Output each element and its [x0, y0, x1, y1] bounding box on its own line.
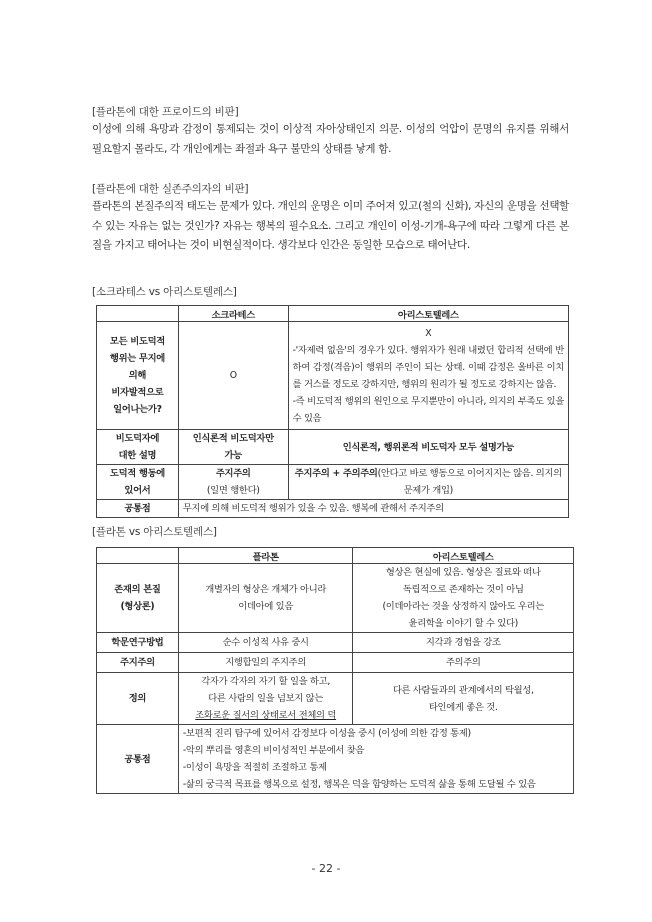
aristotle-cell: 지각과 경험을 강조 [353, 633, 574, 653]
common-ground [178, 725, 573, 794]
label-line: 도덕적 행동에 [109, 468, 165, 479]
row-label [97, 322, 179, 430]
cell-line: 타인에게 좋은 것. [428, 701, 498, 713]
label-line: 행위는 무지에 [109, 353, 165, 364]
table-row [97, 653, 574, 673]
page-number: - 22 - [311, 862, 341, 875]
socrates-answer [178, 430, 288, 465]
table-row [97, 430, 569, 465]
table-row [97, 322, 569, 430]
aristotle-bold-text: 주지주의 + 주의주의 [294, 468, 378, 479]
row-label [97, 465, 179, 500]
label-line: 모든 비도덕적 [109, 336, 165, 347]
aristotle-cell: 주의주의 [353, 653, 574, 673]
header-socrates: 소크라테스 [178, 306, 288, 322]
plato-cell [178, 564, 353, 633]
cell-line: (이데아라는 것을 상정하지 않아도 우리는 [382, 601, 544, 612]
table-row [97, 465, 569, 500]
row-label: 공통점 [97, 725, 179, 794]
cell-line: 조화로운 질서의 상태로서 전체의 덕 [195, 710, 337, 721]
table-header-row [97, 306, 569, 322]
row-label: 정의 [97, 673, 179, 725]
row-label [97, 564, 179, 633]
socrates-answer: O [178, 322, 288, 430]
label-line: 대한 설명 [118, 450, 157, 461]
cell-line: 형상은 현실에 있음. 형상은 질료와 떠나 [385, 567, 541, 578]
socrates-vs-aristotle-title: [소크라테스 vs 아리스토텔레스] [92, 286, 237, 298]
plato-vs-aristotle-title: [플라톤 vs 아리스토텔레스] [92, 526, 217, 538]
aristotle-answer: 인식론적, 행위론적 비도덕자 모두 설명가능 [288, 430, 568, 465]
common-point: -악의 뿌리를 영혼의 비이성적인 부분에서 찾음 [182, 745, 365, 756]
common-point: -이성이 욕망을 적절히 조절하고 통제 [182, 762, 327, 773]
plato-cell: 지행합일의 주지주의 [178, 653, 353, 673]
label-line: 일어나는가? [113, 404, 162, 415]
header-plato: 플라톤 [178, 548, 353, 564]
aristotle-point: -'자제력 없음'의 경우가 있다. 행위자가 원래 내렸던 합리적 선택에 반하여 감정(격음)이 행위의 주인이 되는 상태. 이때 감정은 올바른 이치를 거스를 정도로 강하지만, 행위의 원리가 될 정도로 강하지는 않음. [292, 344, 564, 390]
aristotle-answer [288, 465, 568, 500]
socrates-vs-aristotle-table [96, 305, 569, 518]
common-ground: 무지에 의해 비도덕적 행위가 있을 수 있음. 행복에 관해서 주지주의 [178, 500, 568, 518]
label-line: 의해 [128, 370, 147, 381]
cell-line: 인식론적 비도덕자만 [192, 433, 274, 444]
common-point: -보편적 진리 탐구에 있어서 감정보다 이성을 중시 (이성에 의한 감정 통제) [182, 728, 471, 739]
label-line: 비도덕자에 [115, 433, 160, 444]
common-point: -삶의 궁극적 목표를 행복으로 설정, 행복은 덕을 함양하는 도덕적 삶을 통해 도달될 수 있음 [182, 779, 536, 790]
label-line: 비자발적으로 [111, 387, 164, 398]
label-line: (형상론) [120, 601, 155, 612]
header-aristotle: 아리스토텔레스 [353, 548, 574, 564]
plato-cell: 순수 이성적 사유 중시 [178, 633, 353, 653]
table-row [97, 673, 574, 725]
aristotle-answer [288, 322, 568, 430]
existentialist-critique-title: [플라톤에 대한 실존주의자의 비판] [92, 183, 249, 195]
aristotle-cell [353, 673, 574, 725]
aristotle-point: -즉 비도덕적 행위의 원인으로 무지뿐만이 아니라, 의지의 부족도 있을 수 있음 [292, 395, 564, 424]
existentialist-critique-body: 플라톤의 본질주의적 태도는 문제가 있다. 개인의 운명은 이미 주어져 있고(철의 신화), 자신의 운명을 선택할 수 있는 자유는 없는 것인가? 자유는 행복의 필수요소. 그리고 개인이 이성-기개-욕구에 따라 그렇게 다른 본질을 가지고 태어나는 것이 비현실적이다. 생각보다 인간은 동일한 모습으로 태어난다. [92, 200, 569, 251]
row-label [97, 430, 179, 465]
freud-critique-title: [플라톤에 대한 프로이드의 비판] [92, 106, 239, 118]
cell-line: 이데아에 있음 [238, 601, 294, 612]
cell-line: 가능 [224, 450, 242, 461]
table-row [97, 633, 574, 653]
aristotle-rest-text: (안다고 바로 행동으로 이어지지는 않음. 의지의 문제가 개입) [377, 468, 562, 496]
table-header-row [97, 548, 574, 564]
header-aristotle: 아리스토텔레스 [288, 306, 568, 322]
row-label: 학문연구방법 [97, 633, 179, 653]
aristotle-cell [353, 564, 574, 633]
header-empty [97, 548, 179, 564]
label-line: 있어서 [124, 485, 151, 496]
cell-line: 각자가 각자의 자기 할 일을 하고, [201, 676, 331, 687]
table-row [97, 564, 574, 633]
row-label: 공통점 [97, 500, 179, 518]
plato-vs-aristotle-table [96, 547, 574, 794]
socrates-answer [178, 465, 288, 500]
aristotle-mark: X [425, 327, 432, 339]
plato-cell [178, 673, 353, 725]
cell-line: 개별자의 형상은 개체가 아니라 [205, 584, 327, 595]
cell-line: 다른 사람들과의 관계에서의 탁월성, [392, 684, 534, 696]
table-row [97, 500, 569, 518]
freud-critique-body: 이성에 의해 욕망과 감정이 통제되는 것이 이상적 자아상태인지 의문. 이성의 억압이 문명의 유지를 위해서 필요할지 몰라도, 각 개인에게는 좌절과 욕구 불만의 상태를 낳게 함. [92, 123, 569, 155]
cell-line: 주지주의 [215, 468, 251, 479]
cell-line: 다른 사람의 일을 넘보지 않는 [208, 693, 324, 704]
table-row [97, 725, 574, 794]
cell-line: 독립적으로 존재하는 것이 아님 [402, 584, 524, 595]
label-line: 존재의 본질 [114, 584, 161, 595]
row-label: 주지주의 [97, 653, 179, 673]
cell-line: (일면 행한다) [206, 485, 260, 496]
cell-line: 윤리학을 이야기 할 수 있다) [408, 618, 518, 629]
header-empty [97, 306, 179, 322]
